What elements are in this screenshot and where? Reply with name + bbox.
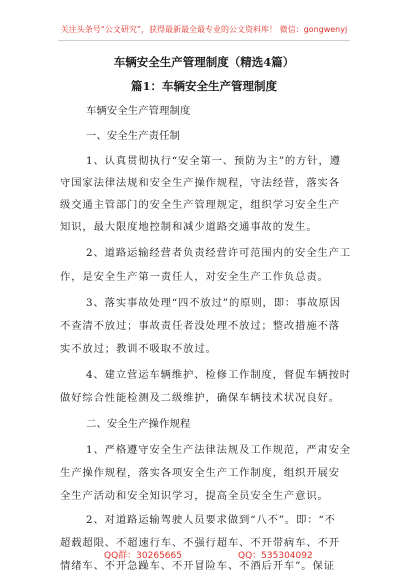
document-title: 车辆安全生产管理制度（精选4篇） [113, 55, 295, 69]
paragraph-line: 作，是安全生产第一责任人，对安全生产工作负总责。 [60, 271, 329, 283]
paragraph-line: 超载超限、不超速行车、不强行超车、不开带病车、不开 [60, 537, 340, 549]
paragraph-line: 2、道路运输经营者负责经营许可范围内的安全生产工 [86, 247, 351, 259]
paragraph-line: 情绪车、不开急躁车、不开冒险车、不酒后开车”。保证 [60, 560, 335, 572]
paragraph-line: 1、严格遵守安全生产法律法规及工作规范，严肃安全 [86, 444, 351, 456]
header-divider [58, 40, 350, 41]
paragraph-line: 实不放过；教训不吸取不放过。 [60, 343, 217, 355]
footer-qq-number: QQ：535304092 [238, 551, 313, 561]
paragraph-line: 级交通主管部门的安全生产管理规定，组织学习安全生产 [60, 199, 340, 211]
section-heading: 一、安全生产责任制 [86, 130, 181, 142]
header-promo-note: 关注头条号“公文研究”，获得最新最全最专业的公文资料库！ 微信：gongwenyj [60, 25, 348, 34]
paragraph-line: 守国家法律法规和安全生产操作规程，守法经营，落实各 [60, 177, 340, 189]
paragraph-line: 3、落实事故处理“四不放过”的原则，即：事故原因 [86, 297, 341, 309]
paragraph-line: 做好综合性能检测及二级维护，确保车辆技术状况良好。 [60, 392, 340, 404]
paragraph-line: 不查清不放过；事故责任者没处理不放过；整改措施不落 [60, 320, 340, 332]
paragraph-line: 1、认真贯彻执行“安全第一、预防为主”的方针，遵 [86, 155, 341, 167]
paragraph-line: 2、对道路运输驾驶人员要求做到“八不”。即：“不 [86, 514, 336, 526]
section-heading: 二、安全生产操作规程 [86, 418, 191, 430]
paragraph-line: 生产操作规程，落实各项安全生产工作制度，组织开展安 [60, 467, 340, 479]
paragraph-line: 车辆安全生产管理制度 [86, 105, 191, 117]
paragraph-line: 全生产活动和安全知识学习，提高全员安全生产意识。 [60, 490, 329, 502]
section-title: 篇1：车辆安全生产管理制度 [130, 79, 277, 93]
footer-qq-group: QQ群：30265665 [104, 551, 182, 561]
paragraph-line: 知识，最大限度地控制和减少道路交通事故的发生。 [60, 221, 318, 233]
paragraph-line: 4、建立营运车辆维护、检修工作制度，督促车辆按时 [86, 369, 351, 381]
